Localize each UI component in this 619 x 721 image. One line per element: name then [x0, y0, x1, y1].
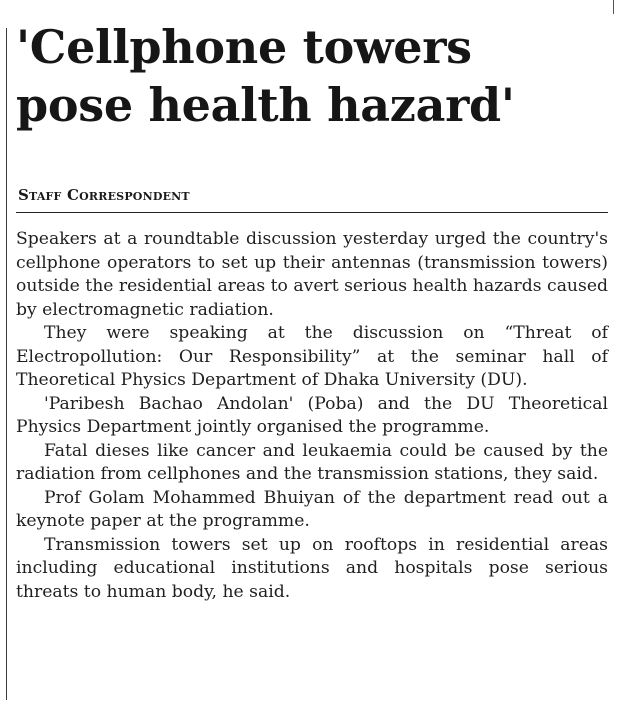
column-rule-right	[613, 0, 614, 14]
paragraph: Fatal dieses like cancer and leukaemia could be caused by the radiation from cellphones and the transmission stations, they said.	[16, 440, 608, 484]
byline-divider	[16, 212, 608, 213]
column-rule-left	[6, 28, 7, 700]
paragraph: They were speaking at the discussion on “Threat of Electropollution: Our Responsibility” at the seminar hall of Theoretical Physics Department of Dhaka University (DU).	[16, 323, 608, 390]
headline-line-1: 'Cellphone towers	[16, 20, 472, 74]
headline-line-2: pose health hazard'	[16, 78, 515, 132]
paragraph: Prof Golam Mohammed Bhuiyan of the department read out a keynote paper at the programme.	[16, 487, 608, 531]
paragraph: Transmission towers set up on rooftops in residential areas including educational institutions and hospitals pose serious threats to human body, he said.	[16, 534, 608, 602]
article-body	[16, 228, 608, 604]
byline: Staff Correspondent	[18, 186, 190, 204]
paragraph: Speakers at a roundtable discussion yesterday urged the country's cellphone operators to set up their antennas (transmission towers) outside the residential areas to avert serious health hazards caused by electromagnetic radiation.	[16, 229, 608, 320]
headline	[16, 18, 608, 134]
paragraph: 'Paribesh Bachao Andolan' (Poba) and the DU Theoretical Physics Department jointly organised the programme.	[16, 393, 608, 437]
